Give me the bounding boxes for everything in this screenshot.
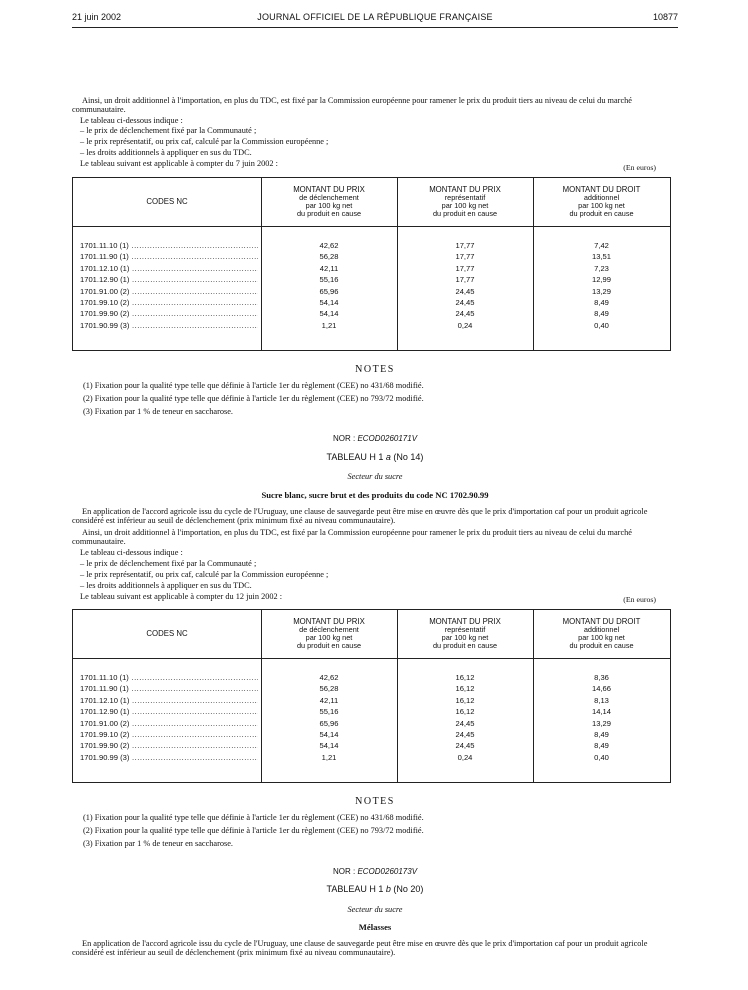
nor-reference: NOR : ECOD0260171V [332,434,418,443]
table-row: 1701.11.90 (1) ..... 56,28 17,77 13,51 [73,251,670,262]
table-row: 1701.90.99 (3) ..... 1,21 0,24 0,40 [73,752,670,763]
applicable-date: Le tableau suivant est applicable à compter du 7 juin 2002 : [80,159,278,168]
table-row: 1701.12.90 (1) ..... 55,16 17,77 12,99 [73,274,670,285]
table-row: 1701.99.10 (2) ..... 54,14 24,45 8,49 [73,729,670,740]
list-item: – le prix représentatif, ou prix caf, calculé par la Commission européenne ; [80,137,329,146]
tableau-title: TABLEAU H 1 a (No 14) [326,452,424,462]
journal-title: JOURNAL OFFICIEL DE LA RÉPUBLIQUE FRANÇAISE [257,12,493,22]
list-item: – le prix de déclenchement fixé par la Communauté ; [80,126,257,135]
notes-title: NOTES [355,796,395,807]
header-trigger-price: MONTANT DU PRIX de déclenchement par 100 kg net du produit en cause [293,185,365,218]
applicable-date: Le tableau suivant est applicable à compter du 12 juin 2002 : [80,592,283,601]
table-body-2 [73,672,670,763]
section-heading: Mélasses [358,922,392,932]
table-row: 1701.99.90 (2) ..... 54,14 24,45 8,49 [73,740,670,751]
table-body-1 [73,240,670,331]
table-row: 1701.91.00 (2) ..... 65,96 24,45 13,29 [73,286,670,297]
price-table-1 [72,177,671,351]
table-row: 1701.12.90 (1) ..... 55,16 16,12 14,14 [73,706,670,717]
note-item: (1) Fixation pour la qualité type telle que définie à l'article 1er du règlement (CEE) no 431/68 modifié. [83,381,424,390]
sector-label: Secteur du sucre [347,905,403,914]
final-paragraph: En application de l'accord agricole issu du cycle de l'Uruguay, une clause de sauvegarde peut être mise en œuvre dès que le prix d'importation caf pour un produit agricole considéré est inférieur au seuil de déclenchement (prix minimum fixé au niveau communautaire). [72,939,648,958]
page-header [72,12,678,28]
header-codes-nc: CODES NC [146,629,188,638]
sector-label: Secteur du sucre [347,472,403,481]
note-item: (1) Fixation pour la qualité type telle que définie à l'article 1er du règlement (CEE) no 431/68 modifié. [83,813,424,822]
table-row: 1701.99.90 (2) ..... 54,14 24,45 8,49 [73,308,670,319]
unit-label: (En euros) [623,595,656,604]
list-item: – les droits additionnels à appliquer en sus du TDC. [80,148,252,157]
duty-paragraph: Ainsi, un droit additionnel à l'importation, en plus du TDC, est fixé par la Commission européenne pour ramener le prix du produit tiers au niveau de celui du marché communautaire. [72,528,632,547]
note-item: (3) Fixation par 1 % de teneur en saccharose. [83,407,233,416]
price-table-2 [72,609,671,783]
table-row: 1701.91.00 (2) ..... 65,96 24,45 13,29 [73,718,670,729]
unit-label: (En euros) [623,163,656,172]
nor-reference: NOR : ECOD0260173V [332,867,418,876]
note-item: (2) Fixation pour la qualité type telle que définie à l'article 1er du règlement (CEE) no 793/72 modifié. [83,394,424,403]
notes-title: NOTES [355,364,395,375]
header-additional-duty: MONTANT DU DROIT additionnel par 100 kg net du produit en cause [562,617,641,650]
header-rule [72,27,678,28]
list-item: – le prix de déclenchement fixé par la Communauté ; [80,559,257,568]
header-representative-price: MONTANT DU PRIX représentatif par 100 kg net du produit en cause [429,185,501,218]
section-heading: Sucre blanc, sucre brut et des produits du code NC 1702.90.99 [261,490,489,500]
note-item: (3) Fixation par 1 % de teneur en saccharose. [83,839,233,848]
header-representative-price: MONTANT DU PRIX représentatif par 100 kg net du produit en cause [429,617,501,650]
table-row: 1701.12.10 (1) ..... 42,11 16,12 8,13 [73,695,670,706]
list-item: – le prix représentatif, ou prix caf, calculé par la Commission européenne ; [80,570,329,579]
safeguard-paragraph: En application de l'accord agricole issu du cycle de l'Uruguay, une clause de sauvegarde peut être mise en œuvre dès que le prix d'importation caf pour un produit agricole considéré est inférieur au seuil de déclenchement (prix minimum fixé au niveau communautaire). [72,507,648,526]
page-number: 10877 [652,12,678,22]
header-date: 21 juin 2002 [72,12,122,22]
header-additional-duty: MONTANT DU DROIT additionnel par 100 kg net du produit en cause [562,185,641,218]
tableau-title: TABLEAU H 1 b (No 20) [326,884,424,894]
table-row: 1701.99.10 (2) ..... 54,14 24,45 8,49 [73,297,670,308]
list-intro: Le tableau ci-dessous indique : [80,116,183,125]
table-row: 1701.11.90 (1) ..... 56,28 16,12 14,66 [73,683,670,694]
header-codes-nc: CODES NC [146,197,188,206]
note-item: (2) Fixation pour la qualité type telle que définie à l'article 1er du règlement (CEE) no 793/72 modifié. [83,826,424,835]
table-row: 1701.12.10 (1) ..... 42,11 17,77 7,23 [73,263,670,274]
table-row: 1701.11.10 (1) ..... 42,62 16,12 8,36 [73,672,670,683]
list-item: – les droits additionnels à appliquer en sus du TDC. [80,581,252,590]
table-row: 1701.11.10 (1) ..... 42,62 17,77 7,42 [73,240,670,251]
table-row: 1701.90.99 (3) ..... 1,21 0,24 0,40 [73,320,670,331]
list-intro: Le tableau ci-dessous indique : [80,548,183,557]
intro-paragraph: Ainsi, un droit additionnel à l'importation, en plus du TDC, est fixé par la Commission européenne pour ramener le prix du produit tiers au niveau de celui du marché communautaire. [72,96,632,115]
header-trigger-price: MONTANT DU PRIX de déclenchement par 100 kg net du produit en cause [293,617,365,650]
